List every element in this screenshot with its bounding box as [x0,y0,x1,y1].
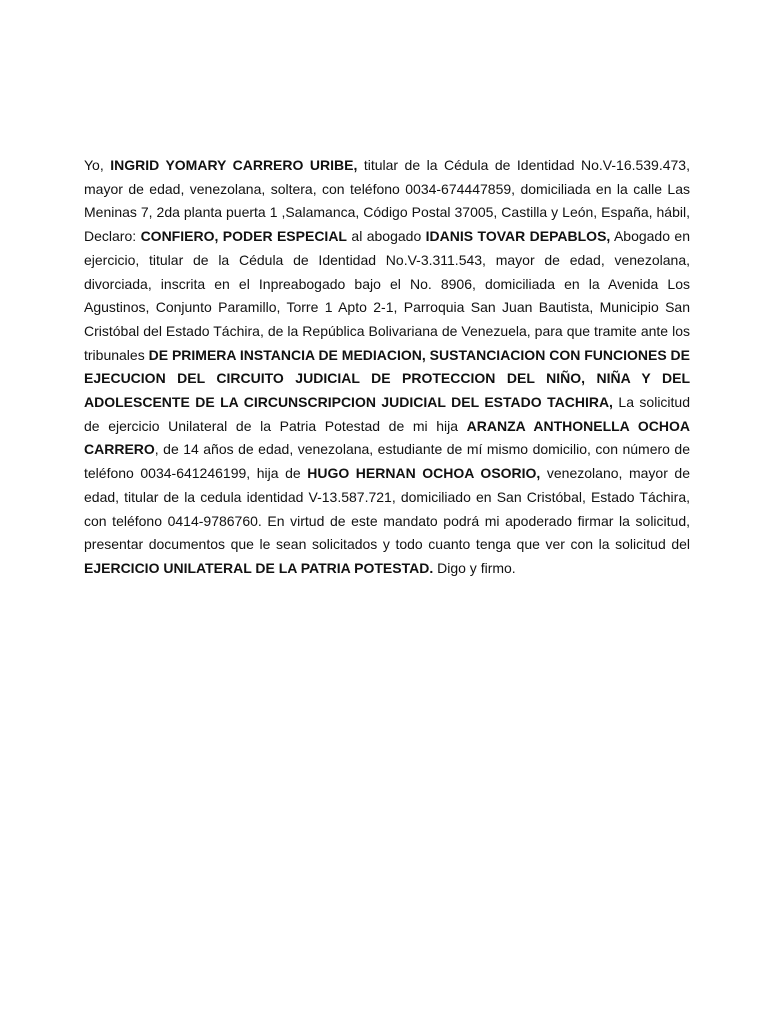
daughter-name: ARANZA ANTHONELLA OCHOA CARRERO [84,417,690,458]
request-subject: EJERCICIO UNILATERAL DE LA PATRIA POTESTAD. [84,559,434,576]
text-segment: La solicitud de ejercicio Unilateral de la Patria Potestad de mi hija [84,394,691,434]
attorney-name: IDANIS TOVAR DEPABLOS, [425,228,611,245]
text-segment: titular de la Cédula de Identidad No.V-16.539.473, mayor de edad, venezolana, soltera, con teléfono 0034-674447859, domiciliada en la calle Las Meninas 7, 2da planta puerta 1 ,Salamanca, Código Postal 37005, Castilla y León, España, hábil, Declaro: [84,157,690,245]
grantor-name: INGRID YOMARY CARRERO URIBE, [110,157,358,173]
text-segment: al abogado [346,228,426,245]
power-type: CONFIERO, PODER ESPECIAL [140,228,347,245]
father-name: HUGO HERNAN OCHOA OSORIO, [307,465,541,482]
text-segment: Digo y firmo. [433,559,516,576]
text-segment: , de 14 años de edad, venezolana, estudiante de mí mismo domicilio, con número de teléfono 0034-641246199, hija de [84,441,690,482]
power-of-attorney-paragraph [84,154,690,581]
court-name: DE PRIMERA INSTANCIA DE MEDIACION, SUSTANCIACION CON FUNCIONES DE EJECUCION DEL CIRCUITO JUDICIAL DE PROTECCION DEL NIÑO, NIÑA Y DEL ADOLESCENTE DE LA CIRCUNSCRIPCION JUDICIAL DEL ESTADO TACHIRA, [84,346,691,411]
text-segment: Yo, [84,157,111,173]
text-segment: Abogado en ejercicio, titular de la Cédula de Identidad No.V-3.311.543, mayor de edad, venezolana, divorciada, inscrita en el Inpreabogado bajo el No. 8906, domiciliada en la Avenida Los Agustinos, Conjunto Paramillo, Torre 1 Apto 2-1, Parroquia San Juan Bautista, Municipio San Cristóbal del Estado Táchira, de la República Bolivariana de Venezuela, para que tramite ante los tribunales [84,228,690,363]
text-segment: venezolano, mayor de edad, titular de la cedula identidad V-13.587.721, domiciliado en San Cristóbal, Estado Táchira, con teléfono 0414-9786760. En virtud de este mandato podrá mi apoderado firmar la solicitud, presentar documentos que le sean solicitados y todo cuanto tenga que ver con la solicitud del [84,465,691,553]
